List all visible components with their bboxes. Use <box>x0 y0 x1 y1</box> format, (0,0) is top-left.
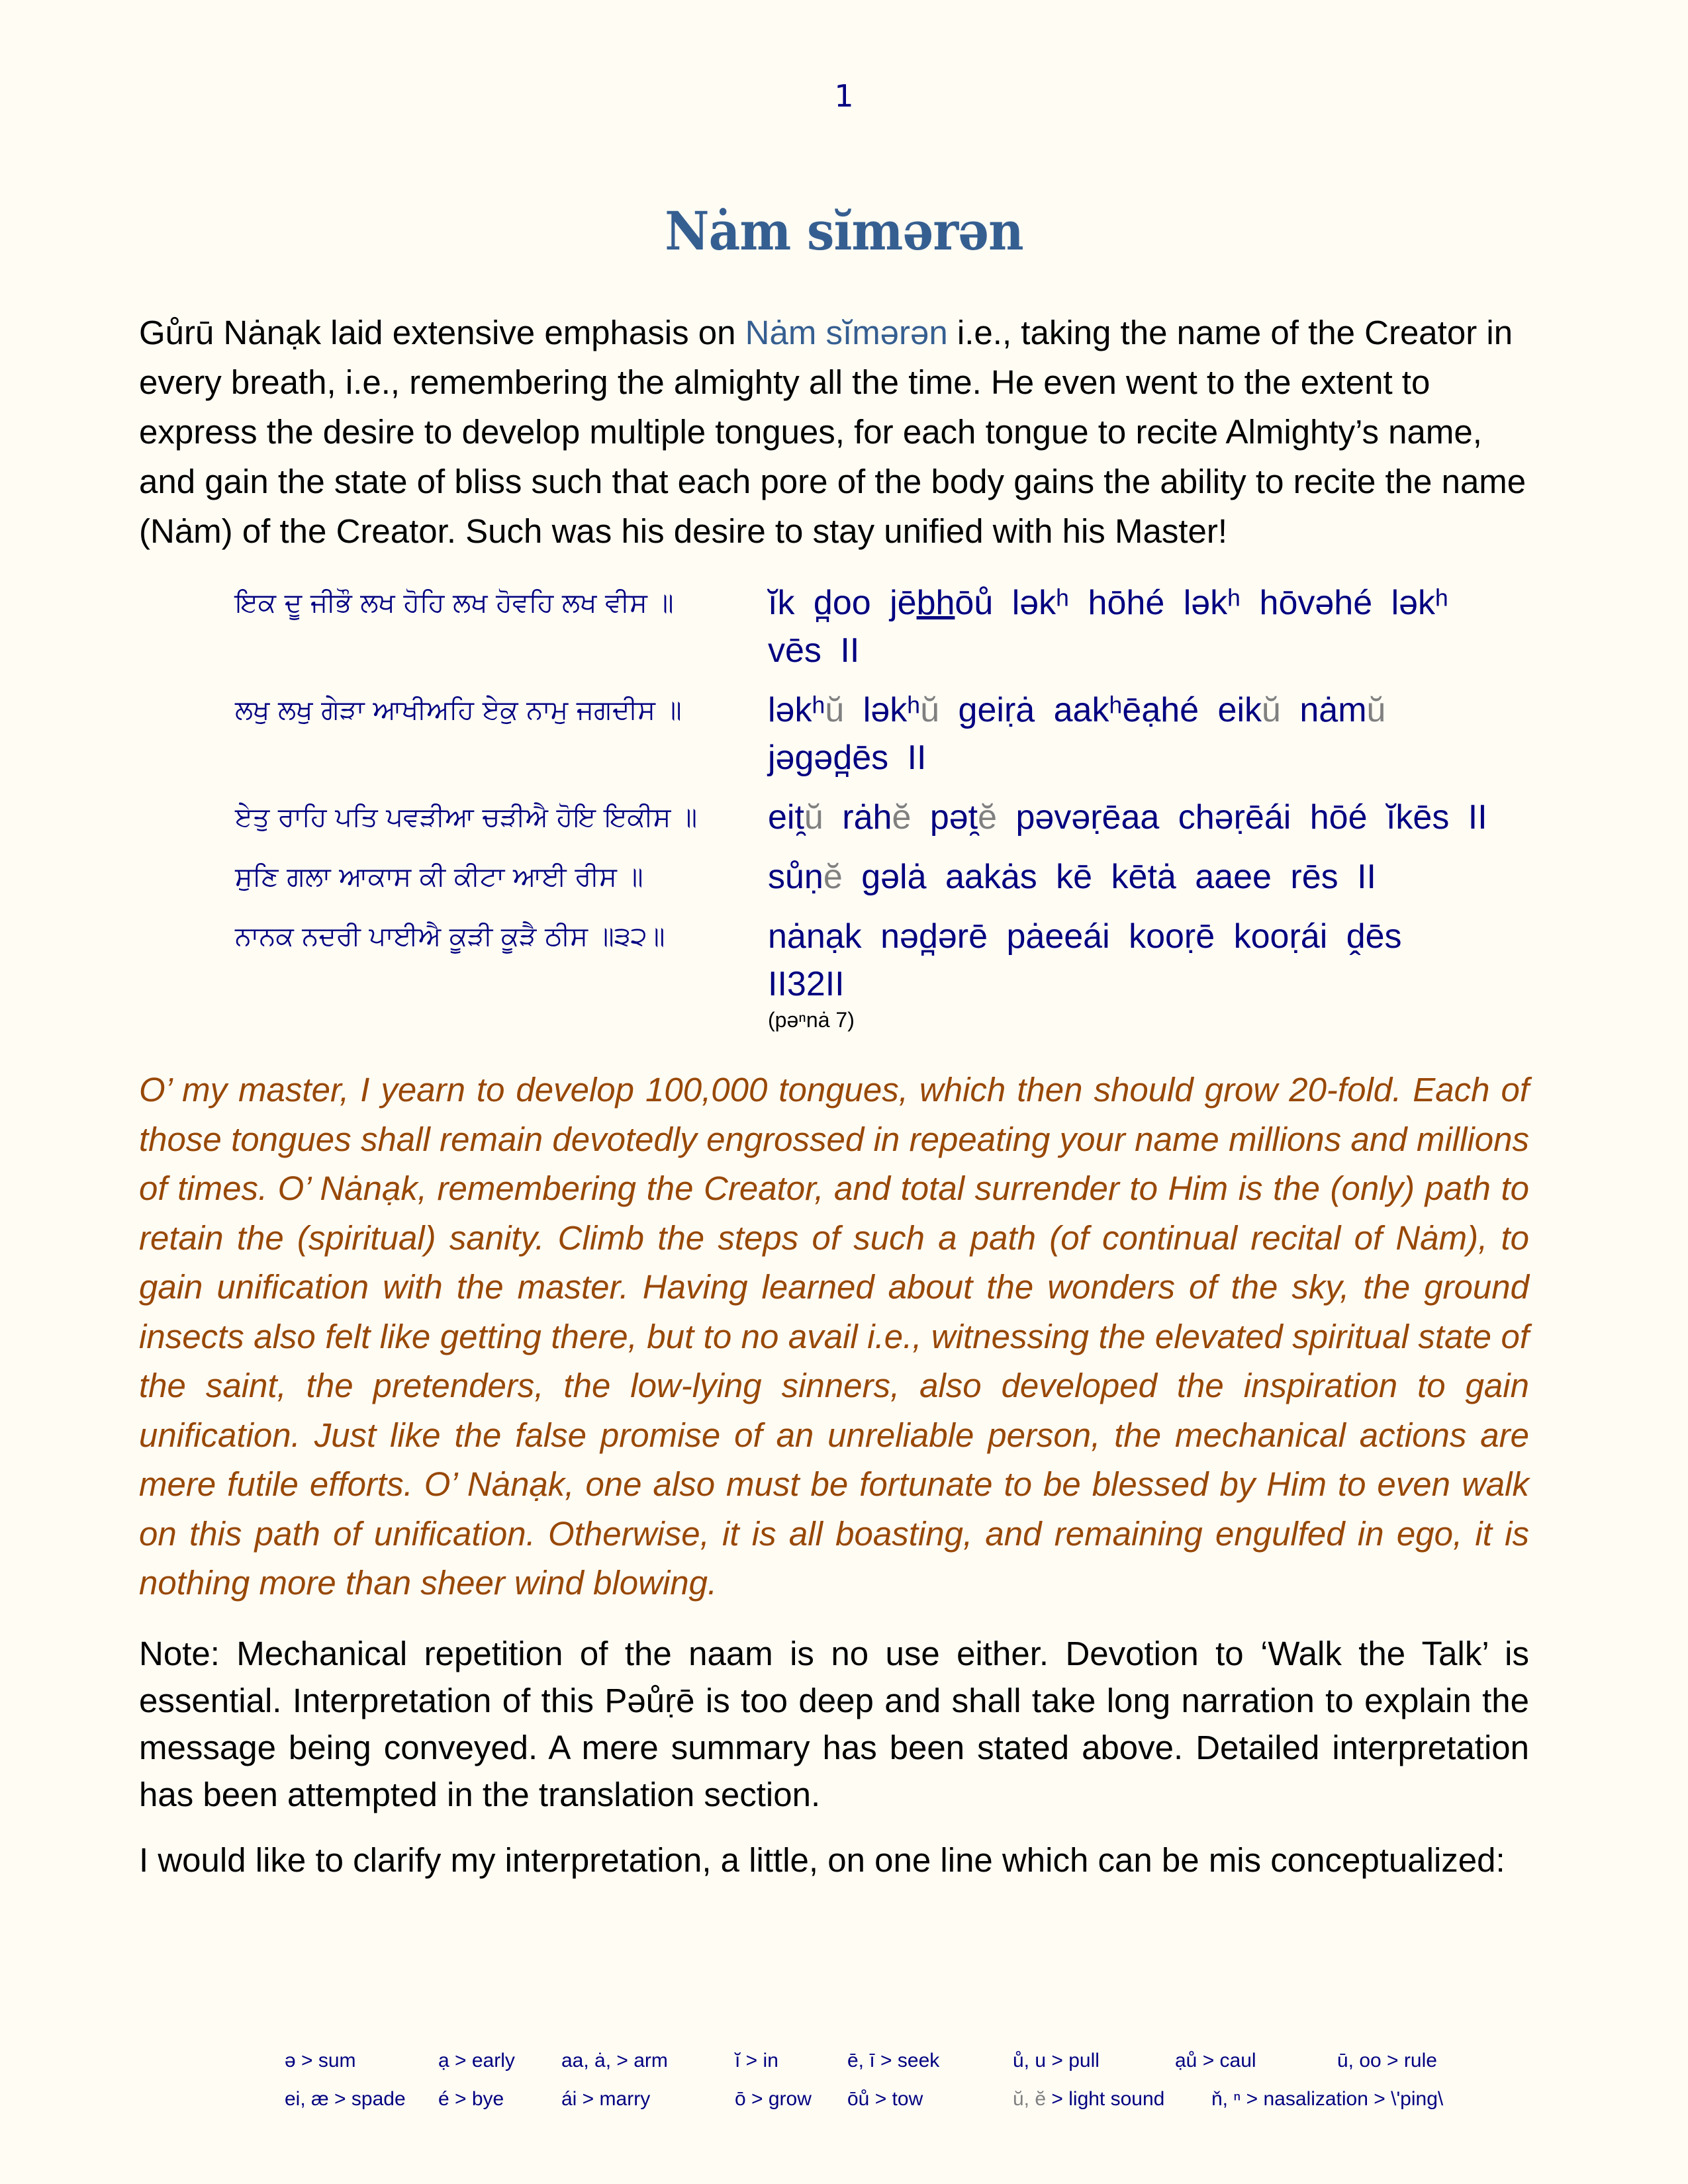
verse-row <box>235 686 1493 782</box>
translit-segment: eit̯ <box>768 798 804 837</box>
translit-segment: nȧm <box>1280 691 1367 729</box>
clarification-paragraph: I would like to clarify my interpretation, a little, on one line which can be mis conceptualized: <box>139 1841 1505 1879</box>
translit-light-sound: ĕ <box>978 798 998 837</box>
transliteration-line <box>768 686 1489 782</box>
note-paragraph: Note: Mechanical repetition of the naam is no use either. Devotion to ‘Walk the Talk’ is essential. Interpretation of this Pəůṛē is too deep and shall take long narration to explain the message being conveyed. A mere summary has been stated above. Detailed interpretation has been attempted in the translation section. <box>139 1635 1529 1813</box>
key-entry: aa, ȧ, > arm <box>561 2050 668 2071</box>
translit-segment: rȧh <box>823 798 892 837</box>
gurmukhi-line: ਨਾਨਕ ਨਦਰੀ ਪਾਈਐ ਕੂੜੀ ਕੂੜੈ ਠੀਸ ॥੩੨॥ <box>235 921 665 952</box>
verse-table <box>235 579 1493 1044</box>
translit-segment: pəvəṛēaa chəṛēái hōé ĭkēs II <box>997 798 1487 837</box>
page-title: Nȧm sĭmərən <box>665 200 1023 262</box>
transliteration-line <box>768 853 1489 901</box>
key-entry: ạ > early <box>438 2050 515 2071</box>
source-page-reference: (pəⁿnȧ 7) <box>768 1008 855 1032</box>
key-entry: ō > grow <box>735 2088 812 2110</box>
translit-light-sound: ŭ <box>1262 691 1281 729</box>
intro-paragraph <box>139 308 1529 556</box>
transliteration-line <box>768 794 1489 841</box>
translit-segment: geiṛȧ aakʰēạhé eik <box>939 691 1262 729</box>
translit-light-sound: ĕ <box>823 858 843 896</box>
transliteration-line <box>768 913 1489 1032</box>
translit-segment: sůṇ <box>768 858 823 896</box>
gurmukhi-line: ਇਕ ਦੂ ਜੀਭੌ ਲਖ ਹੋਹਿ ਲਖ ਹੋਵਹਿ ਲਖ ਵੀਸ ॥ <box>235 588 674 618</box>
gurmukhi-line: ਸੁਣਿ ਗਲਾ ਆਕਾਸ ਕੀ ਕੀਟਾ ਆਈ ਰੀਸ ॥ <box>235 862 643 892</box>
key-light-sound-symbols: ŭ, ĕ <box>1013 2088 1047 2110</box>
translit-segment: ləkʰ <box>844 691 921 729</box>
translit-segment: ləkʰ <box>768 691 825 729</box>
translit-light-sound: ŭ <box>825 691 845 729</box>
pronunciation-key <box>285 2042 1476 2118</box>
verse-row <box>235 853 1493 901</box>
translit-light-sound: ŭ <box>804 798 823 837</box>
translit-segment: ōů ləkʰ hōhé ləkʰ hōvəhé ləkʰ vēs II <box>768 584 1448 670</box>
verse-row <box>235 794 1493 841</box>
verse-row <box>235 913 1493 1032</box>
intro-accent-term: Nȧm sĭmərən <box>745 314 948 351</box>
key-entry: ň, ⁿ > nasalization > \'ping\ <box>1211 2088 1444 2110</box>
pronunciation-key-row <box>285 2042 1476 2080</box>
key-entry: ōů > tow <box>847 2088 923 2110</box>
translit-segment: nȧnạk nəd̪ərē pȧeeái kooṛē kooṛái ḓēs II32II <box>768 917 1402 1003</box>
key-light-sound-label: > light sound <box>1046 2088 1165 2110</box>
translit-segment: pət̯ <box>911 798 978 837</box>
key-entry: ē, ī > seek <box>847 2050 940 2071</box>
intro-text-after: i.e., taking the name of the Creator in every breath, i.e., remembering the almighty all the time. He even went to the extent to express the desire to develop multiple tongues, for each tongue to recite Almighty’s name, and gain the state of bliss such that each pore of the body gains the ability to recite the name (Nȧm) of the Creator. Such was his desire to stay unified with his Master! <box>139 314 1526 550</box>
intro-text-before: Gůrū Nȧnạk laid extensive emphasis on <box>139 314 745 351</box>
translit-underlined-segment: bh <box>916 584 955 622</box>
translit-segment: ĭk d̪oo jē <box>768 584 917 622</box>
translit-light-sound: ŭ <box>920 691 940 729</box>
page-number: 1 <box>834 78 854 114</box>
gurmukhi-line: ਲਖੁ ਲਖੁ ਗੇੜਾ ਆਖੀਅਹਿ ਏਕੁ ਨਾਮੁ ਜਗਦੀਸ ॥ <box>235 695 682 725</box>
transliteration-line <box>768 579 1489 674</box>
key-entry: ạů > caul <box>1175 2050 1256 2071</box>
key-entry <box>1013 2088 1175 2111</box>
key-entry: ái > marry <box>561 2088 651 2110</box>
key-entry: ə > sum <box>285 2050 356 2071</box>
verse-row <box>235 579 1493 674</box>
key-entry: ū, oo > rule <box>1337 2050 1437 2071</box>
translit-light-sound: ŭ <box>1366 691 1386 729</box>
gurmukhi-line: ਏਤੁ ਰਾਹਿ ਪਤਿ ਪਵੜੀਆ ਚੜੀਐ ਹੋਇ ਇਕੀਸ ॥ <box>235 802 698 833</box>
key-entry: ĭ > in <box>735 2050 778 2071</box>
key-entry: ů, u > pull <box>1013 2050 1100 2071</box>
translit-segment: jəgəd̪ēs II <box>768 739 927 777</box>
key-entry: ei, æ > spade <box>285 2088 406 2110</box>
translation-paragraph: O’ my master, I yearn to develop 100,000 tongues, which then should grow 20-fold. Each of those tongues shall remain devotedly engrossed in repeating your name millions and millions of times. O’ Nȧnạk, remembering the Creator, and total surrender to Him is the (only) path to retain the (spiritual) sanity. Climb the steps of such a path (of continual recital of Nȧm), to gain unification with the master. Having learned about the wonders of the sky, the ground insects also felt like getting there, but to no avail i.e., witnessing the elevated spiritual state of the saint, the pretenders, the low-lying sinners, also developed the inspiration to gain unification. Just like the false promise of an unreliable person, the mechanical actions are mere futile efforts. O’ Nȧnạk, one also must be fortunate to be blessed by Him to even walk on this path of unification. Otherwise, it is all boasting, and remaining engulfed in ego, it is nothing more than sheer wind blowing. <box>139 1071 1529 1602</box>
translit-light-sound: ĕ <box>892 798 912 837</box>
pronunciation-key-row <box>285 2080 1476 2118</box>
key-entry: é > bye <box>438 2088 504 2110</box>
translit-segment: gəlȧ aakȧs kē kētȧ aaee rēs II <box>842 858 1376 896</box>
